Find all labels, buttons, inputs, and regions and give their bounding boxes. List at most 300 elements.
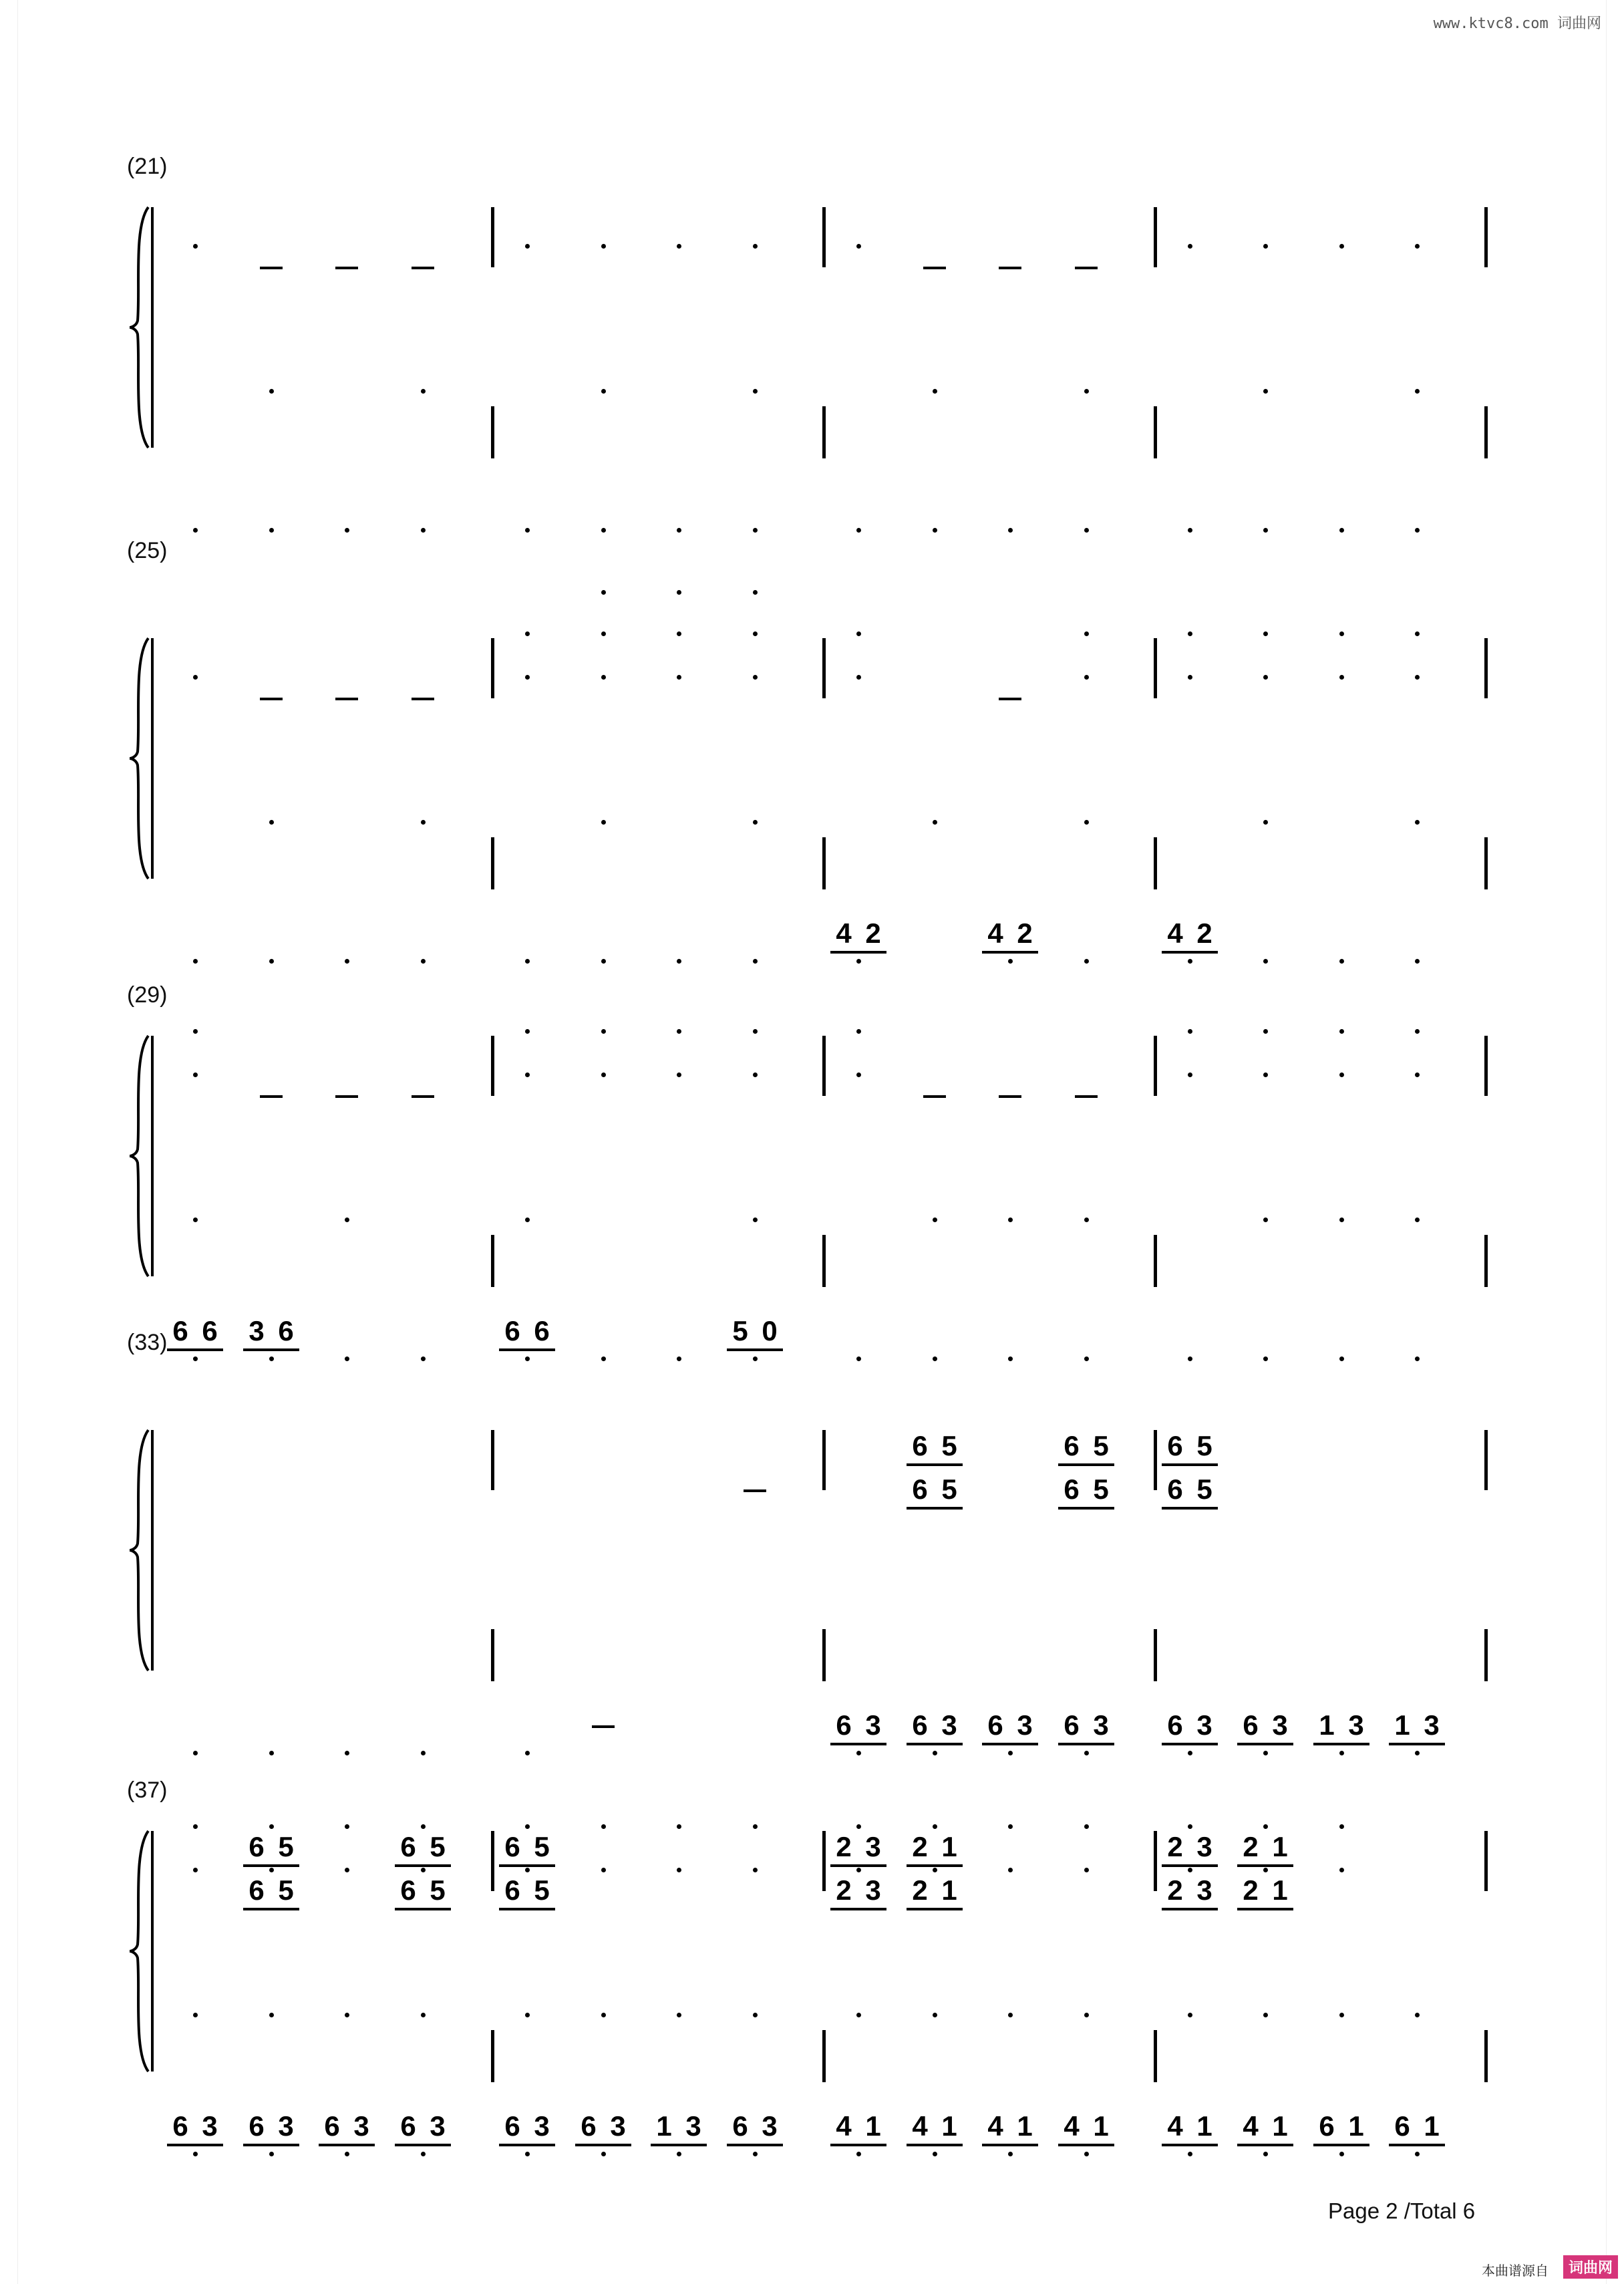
octave-dot — [1188, 1073, 1192, 1077]
eighth-beam — [1162, 1864, 1218, 1867]
barline — [1154, 406, 1157, 458]
octave-dot — [1263, 1357, 1268, 1361]
octave-dot — [1339, 2013, 1344, 2017]
octave-dot — [677, 959, 681, 964]
system-number: (25) — [127, 538, 168, 563]
system-start-line — [151, 1036, 154, 1276]
octave-dot — [601, 1824, 606, 1829]
eighth-beam — [1162, 951, 1218, 954]
octave-dot — [1263, 1824, 1268, 1829]
eighth-beam — [1237, 2144, 1293, 2146]
barline — [822, 1430, 826, 1490]
note: 0 — [762, 1315, 778, 1346]
note: 6 — [1064, 1473, 1080, 1505]
eighth-beam — [1162, 2144, 1218, 2146]
note: 3 — [685, 2110, 701, 2142]
note: 1 — [1093, 2110, 1109, 2142]
octave-dot — [753, 1218, 758, 1222]
note: 3 — [1348, 1709, 1364, 1741]
note: 4 — [1167, 917, 1183, 949]
octave-dot — [269, 820, 274, 825]
octave-dot — [753, 1824, 758, 1829]
octave-dot — [269, 528, 274, 533]
note: 2 — [1167, 1831, 1183, 1862]
octave-dot — [1339, 675, 1344, 680]
eighth-beam — [395, 1908, 451, 1910]
note: 5 — [941, 1430, 957, 1461]
system-start-line — [151, 1831, 154, 2072]
octave-dot — [269, 1868, 274, 1872]
barline — [1154, 207, 1157, 267]
sustain-dash — [999, 698, 1021, 700]
eighth-beam — [1162, 1507, 1218, 1510]
octave-dot — [677, 675, 681, 680]
octave-dot — [1415, 389, 1420, 394]
octave-dot — [1084, 1824, 1089, 1829]
octave-dot — [753, 675, 758, 680]
octave-dot — [193, 528, 198, 533]
octave-dot — [677, 1868, 681, 1872]
octave-dot — [421, 1751, 426, 1755]
eighth-beam — [830, 1743, 886, 1745]
note: 1 — [941, 1831, 957, 1862]
eighth-beam — [499, 2144, 555, 2146]
octave-dot — [1084, 1218, 1089, 1222]
octave-dot — [1084, 631, 1089, 636]
eighth-beam — [982, 951, 1038, 954]
sustain-dash — [923, 1095, 946, 1098]
octave-dot — [753, 1029, 758, 1034]
octave-dot — [1188, 675, 1192, 680]
note: 3 — [278, 2110, 294, 2142]
octave-dot — [1263, 675, 1268, 680]
octave-dot — [1263, 244, 1268, 249]
octave-dot — [1084, 675, 1089, 680]
octave-dot — [269, 1751, 274, 1755]
octave-dot — [1415, 820, 1420, 825]
octave-dot — [1415, 2013, 1420, 2017]
octave-dot — [933, 2013, 937, 2017]
note: 5 — [1093, 1473, 1109, 1505]
octave-dot — [856, 959, 861, 964]
note: 4 — [836, 2110, 852, 2142]
barline — [822, 1235, 826, 1287]
octave-dot — [421, 1868, 426, 1872]
note: 3 — [941, 1709, 957, 1741]
octave-dot — [856, 2152, 861, 2156]
note: 6 — [400, 2110, 416, 2142]
octave-dot — [1084, 528, 1089, 533]
octave-dot — [193, 244, 198, 249]
octave-dot — [421, 820, 426, 825]
eighth-beam — [243, 1348, 299, 1351]
octave-dot — [269, 2152, 274, 2156]
octave-dot — [193, 675, 198, 680]
octave-dot — [1263, 820, 1268, 825]
octave-dot — [856, 1824, 861, 1829]
octave-dot — [345, 2152, 349, 2156]
octave-dot — [856, 1357, 861, 1361]
octave-dot — [601, 1073, 606, 1077]
octave-dot — [525, 1073, 530, 1077]
note: 4 — [836, 917, 852, 949]
eighth-beam — [1313, 1743, 1369, 1745]
octave-dot — [1415, 959, 1420, 964]
note: 6 — [324, 2110, 340, 2142]
note: 6 — [504, 1831, 520, 1862]
score-system — [0, 982, 1624, 1357]
octave-dot — [525, 1824, 530, 1829]
octave-dot — [193, 959, 198, 964]
note: 6 — [1243, 1709, 1259, 1741]
octave-dot — [193, 2013, 198, 2017]
octave-dot — [1339, 631, 1344, 636]
sustain-dash — [335, 267, 358, 269]
octave-dot — [1263, 1751, 1268, 1755]
octave-dot — [933, 1824, 937, 1829]
octave-dot — [1263, 1073, 1268, 1077]
eighth-beam — [1237, 1864, 1293, 1867]
eighth-beam — [243, 2144, 299, 2146]
note: 3 — [1093, 1709, 1109, 1741]
barline — [822, 207, 826, 267]
octave-dot — [421, 1824, 426, 1829]
octave-dot — [525, 244, 530, 249]
note: 1 — [1394, 1709, 1410, 1741]
note: 1 — [1196, 2110, 1212, 2142]
eighth-beam — [907, 1463, 963, 1466]
eighth-beam — [1162, 1463, 1218, 1466]
octave-dot — [753, 2152, 758, 2156]
note: 3 — [1196, 1831, 1212, 1862]
octave-dot — [1339, 1073, 1344, 1077]
note: 3 — [1196, 1709, 1212, 1741]
octave-dot — [1339, 1824, 1344, 1829]
note: 6 — [249, 1874, 265, 1906]
note: 5 — [430, 1874, 446, 1906]
note: 4 — [1064, 2110, 1080, 2142]
octave-dot — [525, 1751, 530, 1755]
barline — [1154, 1629, 1157, 1681]
octave-dot — [677, 2152, 681, 2156]
note: 6 — [581, 2110, 597, 2142]
octave-dot — [1339, 1357, 1344, 1361]
octave-dot — [345, 1751, 349, 1755]
octave-dot — [677, 1029, 681, 1034]
sustain-dash — [335, 1095, 358, 1098]
barline — [1154, 1235, 1157, 1287]
system-number: (29) — [127, 982, 168, 1008]
system-number: (37) — [127, 1777, 168, 1803]
octave-dot — [753, 389, 758, 394]
barline — [1484, 638, 1488, 698]
octave-dot — [1188, 1868, 1192, 1872]
barline — [491, 2030, 494, 2082]
sustain-dash — [260, 1095, 283, 1098]
octave-dot — [193, 1751, 198, 1755]
octave-dot — [1188, 528, 1192, 533]
eighth-beam — [830, 2144, 886, 2146]
octave-dot — [525, 1868, 530, 1872]
note: 1 — [656, 2110, 672, 2142]
sustain-dash — [260, 267, 283, 269]
octave-dot — [345, 1868, 349, 1872]
octave-dot — [193, 1868, 198, 1872]
octave-dot — [1188, 631, 1192, 636]
octave-dot — [601, 244, 606, 249]
note: 6 — [1064, 1709, 1080, 1741]
octave-dot — [753, 1868, 758, 1872]
octave-dot — [753, 2013, 758, 2017]
note: 6 — [504, 1874, 520, 1906]
octave-dot — [525, 675, 530, 680]
eighth-beam — [1237, 1908, 1293, 1910]
note: 5 — [534, 1874, 550, 1906]
octave-dot — [1008, 959, 1013, 964]
eighth-beam — [830, 951, 886, 954]
note: 1 — [1319, 1709, 1335, 1741]
barline — [1154, 638, 1157, 698]
octave-dot — [1188, 1824, 1192, 1829]
score-system — [0, 1330, 1624, 1751]
eighth-beam — [575, 2144, 631, 2146]
octave-dot — [1415, 528, 1420, 533]
note: 1 — [865, 2110, 881, 2142]
system-number: (33) — [127, 1330, 168, 1355]
octave-dot — [933, 820, 937, 825]
barline — [1154, 1430, 1157, 1490]
octave-dot — [193, 1824, 198, 1829]
octave-dot — [677, 590, 681, 595]
octave-dot — [345, 1824, 349, 1829]
barline — [1484, 1831, 1488, 1891]
eighth-beam — [499, 1348, 555, 1351]
eighth-beam — [319, 2144, 375, 2146]
note: 2 — [1243, 1874, 1259, 1906]
octave-dot — [1084, 2013, 1089, 2017]
octave-dot — [1263, 631, 1268, 636]
note: 1 — [1272, 1874, 1288, 1906]
barline — [1484, 207, 1488, 267]
octave-dot — [1008, 1824, 1013, 1829]
sustain-dash — [592, 1725, 615, 1728]
sustain-dash — [744, 1489, 766, 1492]
eighth-beam — [907, 1864, 963, 1867]
octave-dot — [1084, 959, 1089, 964]
note: 1 — [1272, 2110, 1288, 2142]
eighth-beam — [499, 1908, 555, 1910]
score-system — [0, 538, 1624, 959]
octave-dot — [193, 1073, 198, 1077]
octave-dot — [601, 2013, 606, 2017]
octave-dot — [269, 959, 274, 964]
barline — [491, 207, 494, 267]
octave-dot — [421, 528, 426, 533]
octave-dot — [933, 1751, 937, 1755]
system-number: (21) — [127, 154, 168, 179]
note: 2 — [865, 917, 881, 949]
note: 3 — [353, 2110, 369, 2142]
sustain-dash — [999, 267, 1021, 269]
octave-dot — [677, 244, 681, 249]
octave-dot — [677, 528, 681, 533]
octave-dot — [601, 2152, 606, 2156]
barline — [822, 1831, 826, 1891]
barline — [1154, 1831, 1157, 1891]
eighth-beam — [830, 1908, 886, 1910]
note: 2 — [836, 1831, 852, 1862]
octave-dot — [856, 1029, 861, 1034]
octave-dot — [677, 1824, 681, 1829]
note: 6 — [202, 1315, 218, 1346]
octave-dot — [1008, 2152, 1013, 2156]
octave-dot — [1188, 2152, 1192, 2156]
barline — [822, 1036, 826, 1096]
eighth-beam — [727, 2144, 783, 2146]
eighth-beam — [395, 1864, 451, 1867]
octave-dot — [1188, 2013, 1192, 2017]
barline — [491, 837, 494, 889]
octave-dot — [345, 528, 349, 533]
octave-dot — [856, 631, 861, 636]
eighth-beam — [499, 1864, 555, 1867]
note: 6 — [278, 1315, 294, 1346]
octave-dot — [753, 820, 758, 825]
barline — [822, 2030, 826, 2082]
octave-dot — [933, 2152, 937, 2156]
octave-dot — [753, 528, 758, 533]
note: 3 — [430, 2110, 446, 2142]
octave-dot — [601, 389, 606, 394]
note: 6 — [1319, 2110, 1335, 2142]
barline — [1484, 2030, 1488, 2082]
barline — [822, 837, 826, 889]
barline — [1154, 2030, 1157, 2082]
barline — [1484, 837, 1488, 889]
octave-dot — [1415, 244, 1420, 249]
note: 5 — [941, 1473, 957, 1505]
sustain-dash — [999, 1095, 1021, 1098]
octave-dot — [1008, 2013, 1013, 2017]
octave-dot — [1415, 1218, 1420, 1222]
octave-dot — [269, 2013, 274, 2017]
note: 6 — [249, 1831, 265, 1862]
eighth-beam — [907, 1507, 963, 1510]
octave-dot — [193, 1029, 198, 1034]
octave-dot — [753, 631, 758, 636]
note: 1 — [1424, 2110, 1440, 2142]
note: 2 — [1196, 917, 1212, 949]
octave-dot — [345, 1357, 349, 1361]
octave-dot — [1084, 1357, 1089, 1361]
note: 6 — [912, 1709, 928, 1741]
octave-dot — [525, 2152, 530, 2156]
sustain-dash — [1075, 1095, 1098, 1098]
octave-dot — [677, 2013, 681, 2017]
octave-dot — [1084, 2152, 1089, 2156]
sustain-dash — [260, 698, 283, 700]
note: 2 — [1167, 1874, 1183, 1906]
octave-dot — [525, 528, 530, 533]
note: 6 — [1167, 1473, 1183, 1505]
octave-dot — [1415, 1029, 1420, 1034]
barline — [491, 638, 494, 698]
octave-dot — [601, 590, 606, 595]
octave-dot — [1263, 2013, 1268, 2017]
octave-dot — [601, 1868, 606, 1872]
site-logo: 词曲网 — [1563, 2255, 1618, 2279]
eighth-beam — [907, 2144, 963, 2146]
eighth-beam — [907, 1908, 963, 1910]
note: 5 — [278, 1874, 294, 1906]
octave-dot — [525, 1029, 530, 1034]
octave-dot — [933, 1357, 937, 1361]
eighth-beam — [1058, 1463, 1114, 1466]
eighth-beam — [1058, 1743, 1114, 1745]
note: 4 — [987, 2110, 1003, 2142]
octave-dot — [1008, 1218, 1013, 1222]
eighth-beam — [243, 1864, 299, 1867]
note: 6 — [987, 1709, 1003, 1741]
note: 3 — [1196, 1874, 1212, 1906]
note: 6 — [1167, 1430, 1183, 1461]
octave-dot — [421, 2013, 426, 2017]
octave-dot — [1415, 2152, 1420, 2156]
octave-dot — [856, 2013, 861, 2017]
note: 5 — [534, 1831, 550, 1862]
octave-dot — [269, 389, 274, 394]
octave-dot — [525, 631, 530, 636]
note: 1 — [941, 1874, 957, 1906]
note: 6 — [172, 2110, 188, 2142]
note: 3 — [1272, 1709, 1288, 1741]
sustain-dash — [412, 1095, 434, 1098]
barline — [491, 1235, 494, 1287]
eighth-beam — [907, 1743, 963, 1745]
eighth-beam — [1162, 1743, 1218, 1745]
octave-dot — [601, 959, 606, 964]
eighth-beam — [830, 1864, 886, 1867]
note: 1 — [1017, 2110, 1033, 2142]
octave-dot — [856, 1073, 861, 1077]
sustain-dash — [412, 267, 434, 269]
octave-dot — [601, 820, 606, 825]
octave-dot — [345, 1218, 349, 1222]
octave-dot — [753, 1357, 758, 1361]
site-banner: www.ktvc8.com 词曲网 — [1433, 15, 1601, 32]
octave-dot — [1008, 1751, 1013, 1755]
octave-dot — [193, 2152, 198, 2156]
note: 3 — [865, 1831, 881, 1862]
note: 6 — [912, 1430, 928, 1461]
barline — [1154, 837, 1157, 889]
page-number: Page 2 /Total 6 — [1328, 2198, 1476, 2223]
note: 6 — [1167, 1709, 1183, 1741]
barline — [491, 1629, 494, 1681]
note: 5 — [732, 1315, 748, 1346]
octave-dot — [601, 528, 606, 533]
note: 6 — [1064, 1430, 1080, 1461]
note: 6 — [249, 2110, 265, 2142]
note: 3 — [534, 2110, 550, 2142]
octave-dot — [856, 1868, 861, 1872]
score-system — [0, 1777, 1624, 2152]
octave-dot — [1263, 1029, 1268, 1034]
barline — [1154, 1036, 1157, 1096]
note: 3 — [249, 1315, 265, 1346]
octave-dot — [1415, 675, 1420, 680]
octave-dot — [525, 1357, 530, 1361]
